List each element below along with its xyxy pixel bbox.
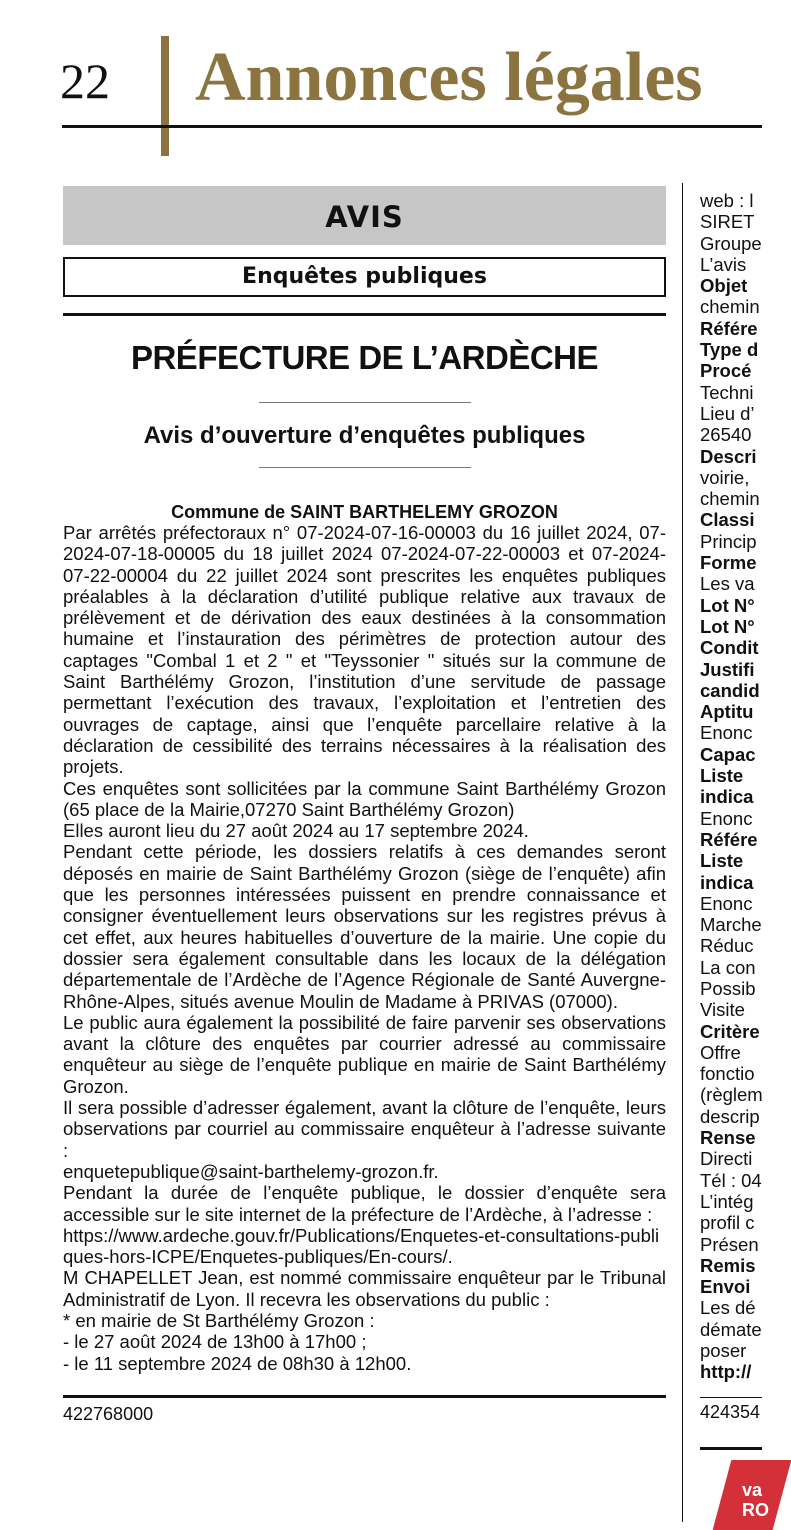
adjacent-line: Envoi — [700, 1276, 751, 1298]
adjacent-line: Marche — [700, 914, 762, 936]
adjacent-line: Les dé — [700, 1297, 756, 1319]
adjacent-line: Classi — [700, 509, 755, 531]
notice-column — [63, 186, 666, 1425]
adjacent-line: Justifi — [700, 658, 755, 680]
adjacent-column-lines — [700, 190, 762, 1383]
adjacent-line: démate — [700, 1318, 762, 1340]
adjacent-line: Lot N° — [700, 615, 755, 637]
notice-title: Avis d’ouverture d’enquêtes publiques — [143, 422, 586, 449]
adjacent-line: Procé — [700, 360, 752, 382]
brand-logo-text — [742, 1480, 769, 1520]
adjacent-line: Condit — [700, 637, 759, 659]
adjacent-line: Liste — [700, 850, 744, 872]
adjacent-line: Enonc — [700, 807, 753, 829]
schedule-line: - le 11 septembre 2024 de 08h30 à 12h00. — [63, 1352, 412, 1374]
adjacent-line: Techni — [700, 381, 754, 403]
adjacent-line: Lieu d’ — [700, 402, 755, 424]
adjacent-line: Forme — [700, 552, 757, 574]
logo-line: RO — [742, 1500, 769, 1520]
website-url[interactable]: https://www.ardeche.gouv.fr/Publications/Enquetes-et-consultations-publiques-hors-ICPE/Enquetes-publiques/En-cours/. — [63, 1224, 660, 1268]
adjacent-line: Aptitu — [700, 701, 754, 723]
adjacent-reference: 424354 — [700, 1401, 761, 1422]
adjacent-line: Possib — [700, 977, 756, 999]
column-separator — [682, 183, 683, 1522]
adjacent-line: poser — [700, 1340, 747, 1362]
adjacent-line: Liste — [700, 765, 744, 787]
adjacent-rule — [700, 1397, 762, 1398]
adjacent-line: Enonc — [700, 722, 753, 744]
adjacent-line: indica — [700, 871, 754, 893]
adjacent-line: Groupe — [700, 232, 762, 254]
adjacent-line: Directi — [700, 1148, 753, 1170]
adjacent-line: chemin — [700, 296, 760, 318]
adjacent-line: Offre — [700, 1041, 741, 1063]
adjacent-line: Capac — [700, 743, 756, 765]
adjacent-line: (règlem — [700, 1084, 763, 1106]
adjacent-line: Rense — [700, 1127, 756, 1149]
adjacent-rule — [700, 1447, 762, 1450]
adjacent-line: Objet — [700, 275, 748, 297]
adjacent-column — [700, 190, 762, 1522]
adjacent-line: fonctio — [700, 1063, 755, 1085]
adjacent-line: Référe — [700, 317, 758, 339]
adjacent-line: La con — [700, 956, 756, 978]
adjacent-line: L’intég — [700, 1190, 754, 1212]
header-rule — [62, 125, 762, 128]
adjacent-line: Critère — [700, 1020, 760, 1042]
schedule-line: - le 27 août 2024 de 13h00 à 17h00 ; — [63, 1331, 367, 1353]
adjacent-line: voirie, — [700, 466, 750, 488]
adjacent-line: Visite — [700, 999, 745, 1021]
adjacent-line: Descri — [700, 445, 757, 467]
adjacent-line: http:// — [700, 1361, 752, 1383]
logo-line: va — [742, 1480, 763, 1500]
adjacent-line: Princip — [700, 530, 757, 552]
adjacent-line: Remis — [700, 1254, 756, 1276]
section-rule — [63, 313, 666, 316]
paragraph: Pendant cette période, les dossiers relatifs à ces demandes seront déposés en mairie de Saint Barthélémy Grozon (siège de l’enquête) afin que les personnes intéressées puissent en prendre connaissance et consigner éventuellement leurs observations sur les registres prévus à cet effet, aux heures habituelles d’ouverture de la mairie. Une copie du dossier sera également consultable dans les locaux de la délégation départementale de l’Ardèche de l’Agence Régionale de Santé Auvergne-Rhône-Alpes, situés avenue Moulin de Madame à PRIVAS (07000). — [63, 841, 666, 1012]
avis-banner: AVIS — [63, 186, 666, 245]
short-divider — [259, 402, 471, 403]
paragraph: Il sera possible d’adresser également, avant la clôture de l’enquête, leurs observations par courriel au commissaire enquêteur à l’adresse suivante : — [63, 1097, 666, 1161]
adjacent-line: 26540 — [700, 424, 752, 446]
commune-heading: Commune de SAINT BARTHELEMY GROZON — [171, 502, 558, 522]
adjacent-line: Lot N° — [700, 594, 755, 616]
adjacent-line: Réduc — [700, 935, 754, 957]
paragraph: M CHAPELLET Jean, est nommé commissaire enquêteur par le Tribunal Administratif de Lyon. Il recevra les observations du public : — [63, 1267, 666, 1310]
adjacent-line: SIRET — [700, 211, 755, 233]
adjacent-line: Tél : 04 — [700, 1169, 762, 1191]
adjacent-line: web : l — [700, 190, 754, 211]
bottom-rule — [63, 1395, 666, 1398]
authority-heading: PRÉFECTURE DE L’ARDÈCHE — [130, 339, 599, 376]
paragraph: Par arrêtés préfectoraux n° 07-2024-07-16-00003 du 16 juillet 2024, 07-2024-07-18-00005 du 18 juillet 2024 07-2024-07-22-00003 et 07-2024-07-22-00004 du 22 juillet 2024 sont prescrites les enquêtes publiques préalables à la déclaration d’utilité publique relative aux travaux de prélèvement et de dérivation des eaux destinées à la consommation humaine et l’instauration des périmètres de protection autour des captages "Combal 1 et 2 " et "Teyssonier " situés sur la commune de Saint Barthélémy Grozon, l’institution d’une servitude de passage permettant l’exécution des travaux, l’exploitation et l’entretien des ouvrages de captage, ainsi que l’enquête parcellaire relative à la déclaration de cessibilité des terrains nécessaires à la réalisation des projets. — [63, 522, 666, 778]
adjacent-line: profil c — [700, 1212, 755, 1234]
adjacent-line: descrip — [700, 1105, 760, 1127]
adjacent-line: Référe — [700, 828, 758, 850]
adjacent-line: Les va — [700, 573, 755, 595]
email-address[interactable]: enquetepublique@saint-barthelemy-grozon.fr. — [63, 1160, 439, 1182]
adjacent-line: chemin — [700, 488, 760, 510]
adjacent-line: indica — [700, 786, 754, 808]
adjacent-line: Enonc — [700, 892, 753, 914]
notice-body — [63, 522, 666, 1374]
notice-reference: 422768000 — [63, 1403, 154, 1424]
paragraph: Ces enquêtes sont sollicitées par la commune Saint Barthélémy Grozon (65 place de la Mairie,07270 Saint Barthélémy Grozon) — [63, 777, 666, 820]
paragraph: Le public aura également la possibilité de faire parvenir ses observations avant la clôture des enquêtes par courrier adressé au commissaire enquêteur au siège de l’enquête publique en mairie de Saint Barthélémy Grozon. — [63, 1011, 666, 1097]
adjacent-line: Type d — [700, 339, 759, 361]
schedule-line: * en mairie de St Barthélémy Grozon : — [63, 1309, 375, 1331]
header-divider — [161, 36, 169, 156]
paragraph: Pendant la durée de l’enquête publique, le dossier d’enquête sera accessible sur le site internet de la préfecture de l’Ardèche, à l’adresse : — [63, 1182, 666, 1225]
adjacent-line: Présen — [700, 1233, 759, 1255]
category-label: Enquêtes publiques — [63, 257, 666, 297]
page-number: 22 — [60, 53, 110, 109]
short-divider — [259, 467, 471, 468]
adjacent-line: L’avis — [700, 253, 747, 275]
adjacent-line: candid — [700, 679, 760, 701]
section-title: Annonces légales — [195, 39, 703, 116]
paragraph: Elles auront lieu du 27 août 2024 au 17 septembre 2024. — [63, 820, 529, 842]
